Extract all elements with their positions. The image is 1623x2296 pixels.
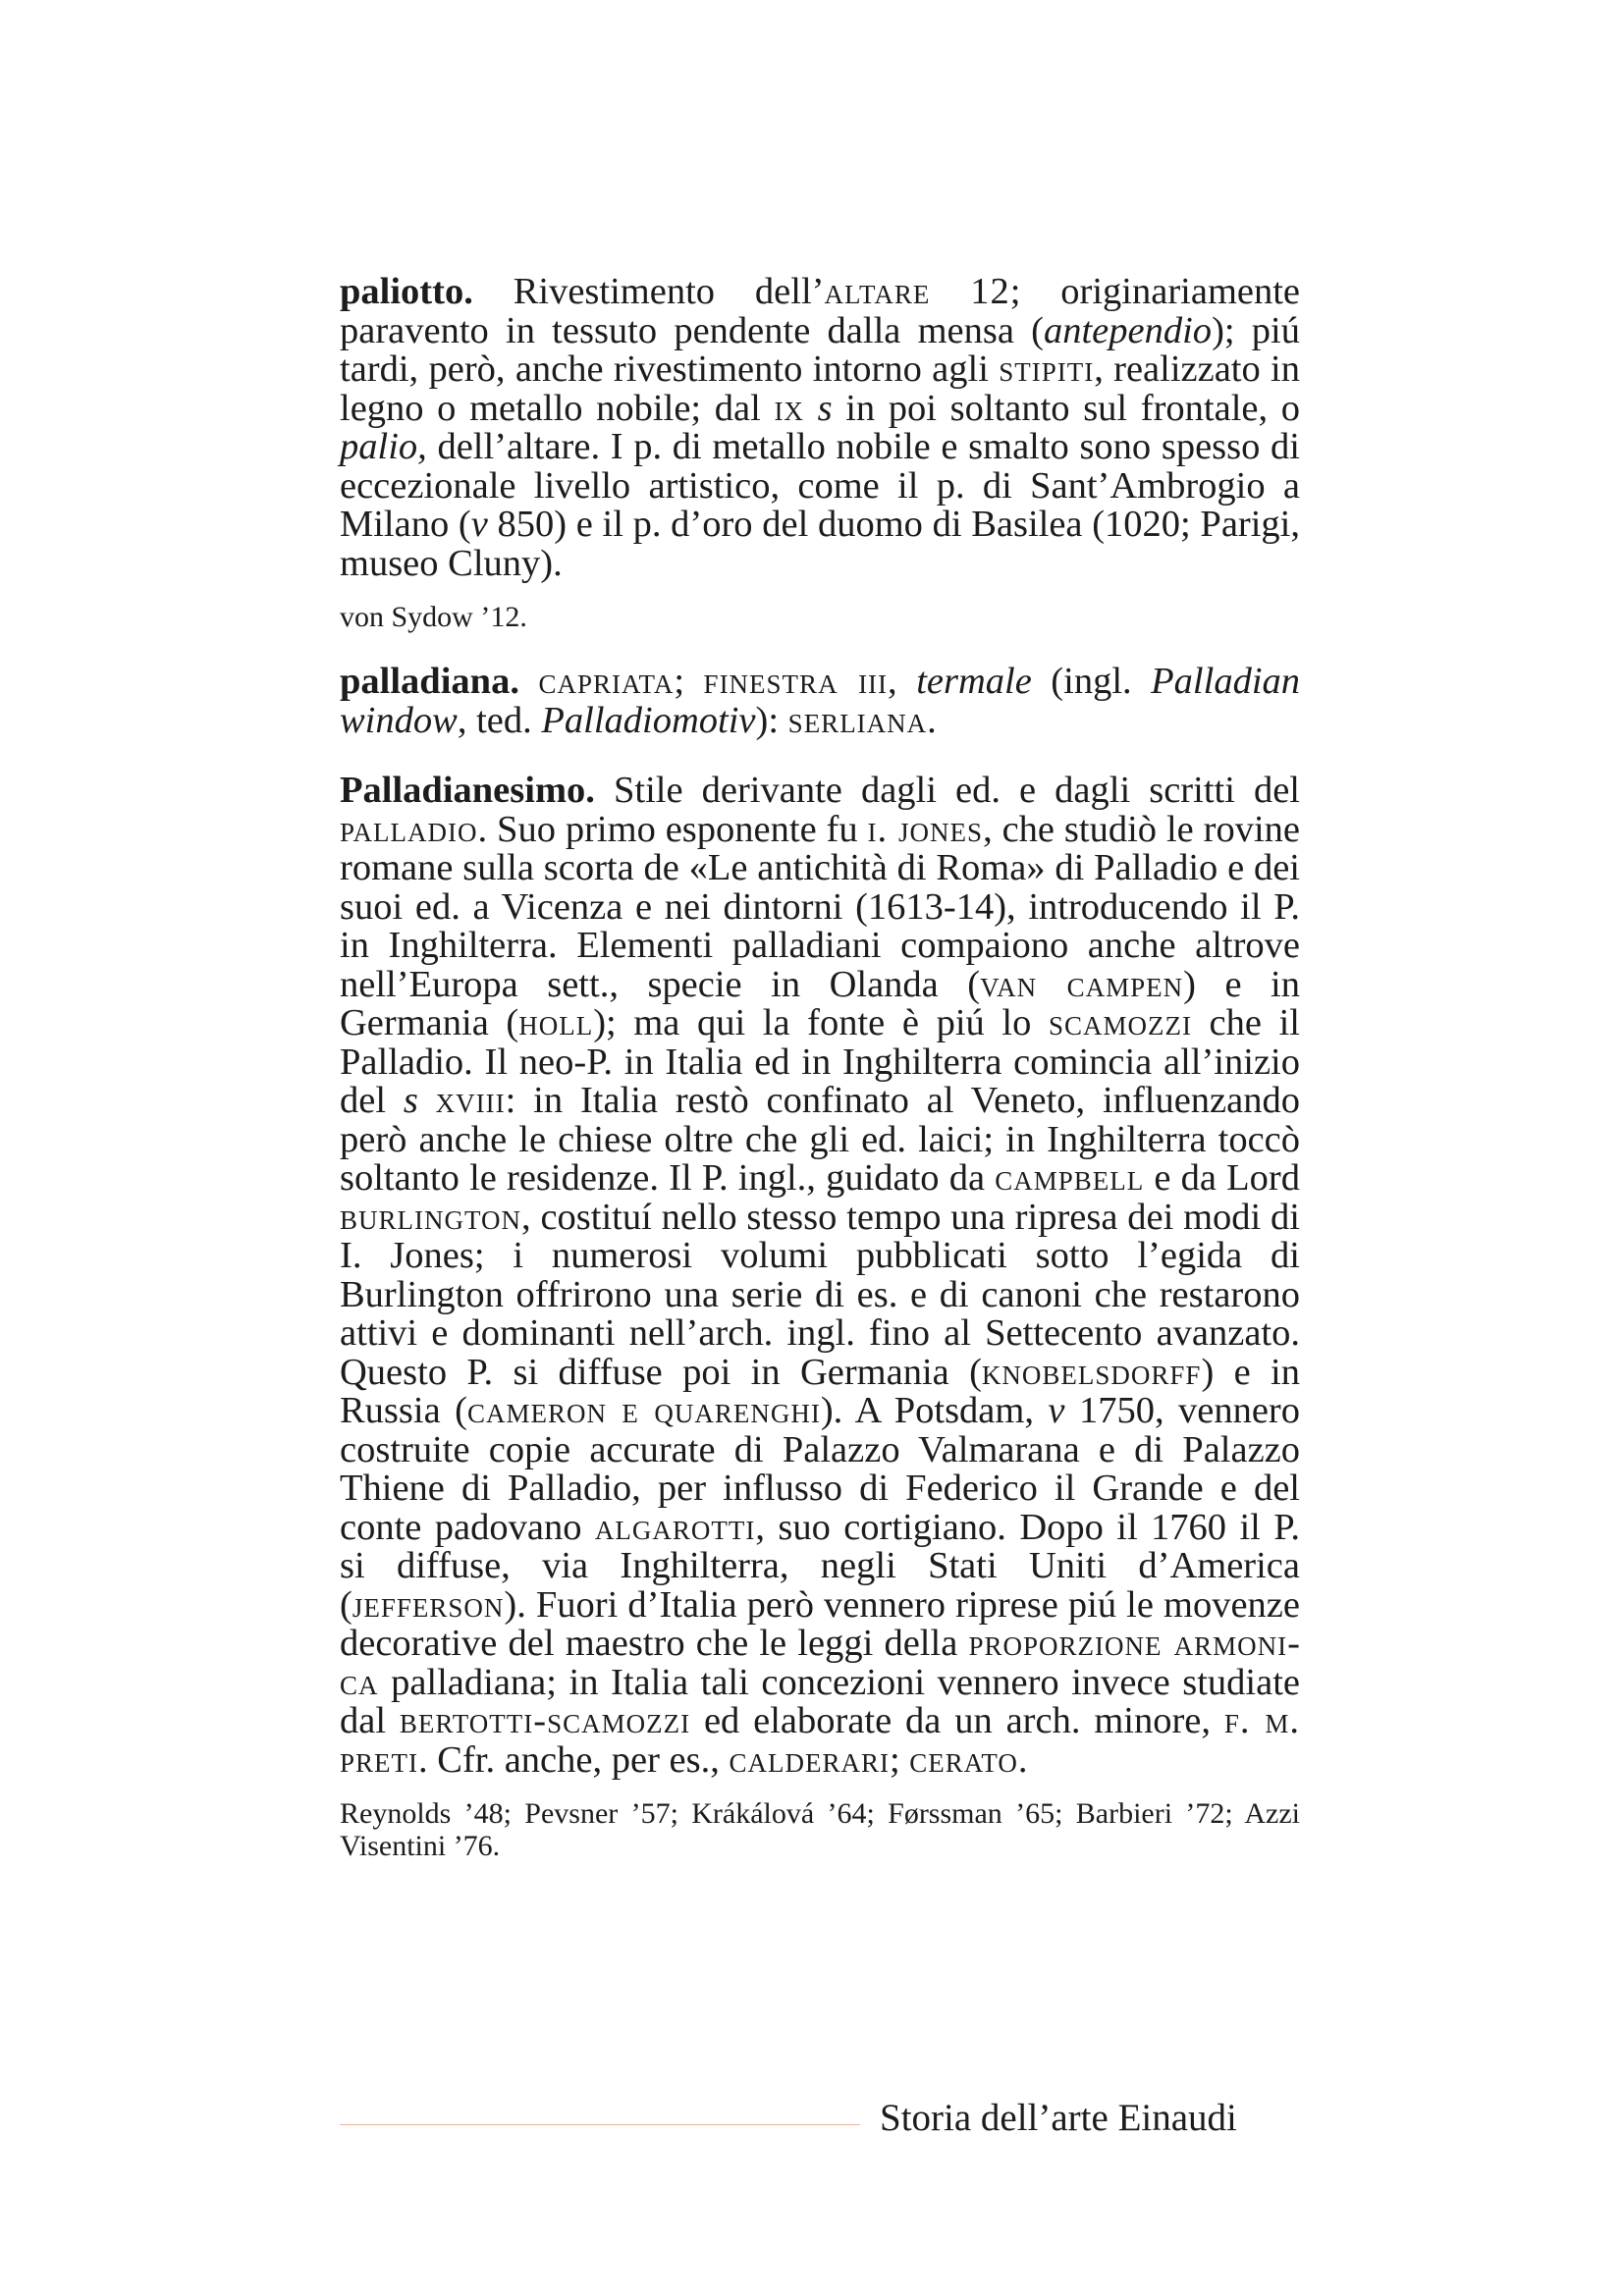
- entry-palladianesimo-body: Stile derivante dagli ed. e dagli scritti del palladio. Suo primo esponente fu i. jones, che studiò le rovine romane sulla scorta de «Le antichità di Roma» di Palladio e dei suoi ed. a Vicenza e nei dintorni (1613-14), introducendo il P. in Inghilterra. Elementi palladiani compaiono anche altrove nell’Europa sett., specie in Olanda (van campen) e in Germania (holl); ma qui la fonte è piú lo scamozzi che il Palladio. Il neo-P. in Italia ed in Inghilterra comincia all’inizio del s xviii: in Italia restò confinato al Veneto, influenzando però anche le chiese oltre che gli ed. laici; in Inghilterra toccò soltanto le residenze. Il P. ingl., guidato da campbell e da Lord burlington, costituí nello stesso tempo una ripresa dei modi di I. Jones; i numerosi volumi pubblicati sotto l’egida di Burlington offrirono una serie di es. e di canoni che restarono attivi e dominanti nell’arch. ingl. fino al Settecento avanzato. Questo P. si diffuse poi in Germania (knobelsdorff) e in Russia (cameron e quarenghi). A Potsdam, v 1750, vennero costruite copie accurate di Palazzo Valmarana e di Palazzo Thiene di Palladio, per influsso di Federico il Grande e del conte padovano algarotti, suo cortigiano. Dopo il 1760 il P. si diffuse, via Inghilterra, negli Stati Uniti d’America (jefferson). Fuori d’Italia però vennero riprese piú le movenze decorative del maestro che le leggi della proporzione armonica palladiana; in Italia tali concezioni vennero invece studiate dal bertotti-scamozzi ed elaborate da un arch. minore, f. m. preti. Cfr. anche, per es., calderari; cerato.: [340, 770, 1301, 1781]
- entry-paliotto-body: Rivestimento dell’altare 12; originariamente paravento in tessuto pendente dalla mensa (antependio); piú tardi, però, anche rivestimento intorno agli stipiti, realizzato in legno o metallo nobile; dal ix s in poi soltanto sul frontale, o palio, dell’altare. I p. di metallo nobile e smalto sono spesso di eccezionale livello artistico, come il p. di Sant’Ambrogio a Milano (v 850) e il p. d’oro del duomo di Basilea (1020; Parigi, museo Cluny).: [340, 271, 1301, 584]
- entry-palladianesimo-headword: Palladianesimo.: [340, 770, 595, 811]
- entry-palladianesimo-text: [340, 772, 1300, 1780]
- entry-palladianesimo: [340, 772, 1300, 1862]
- entry-palladiana-headword: palladiana.: [340, 661, 519, 702]
- entry-palladiana-text: [340, 663, 1300, 740]
- entry-palladiana: [340, 663, 1300, 740]
- entry-paliotto: [340, 273, 1300, 633]
- entry-paliotto-text: [340, 273, 1300, 583]
- entry-palladianesimo-bibliography: Reynolds ’48; Pevsner ’57; Krákálová ’64; Førssman ’65; Barbieri ’72; Azzi Visentini ’76.: [340, 1797, 1300, 1862]
- entry-palladiana-body: capriata; finestra iii, termale (ingl. Palladian window, ted. Palladiomotiv): serliana.: [340, 661, 1301, 741]
- dictionary-column: [340, 273, 1300, 1892]
- entry-paliotto-bibliography: von Sydow ’12.: [340, 601, 527, 633]
- entry-paliotto-headword: paliotto.: [340, 271, 473, 312]
- footer-rule: [340, 2124, 860, 2125]
- footer-brand: Storia dell’arte Einaudi: [880, 2097, 1237, 2139]
